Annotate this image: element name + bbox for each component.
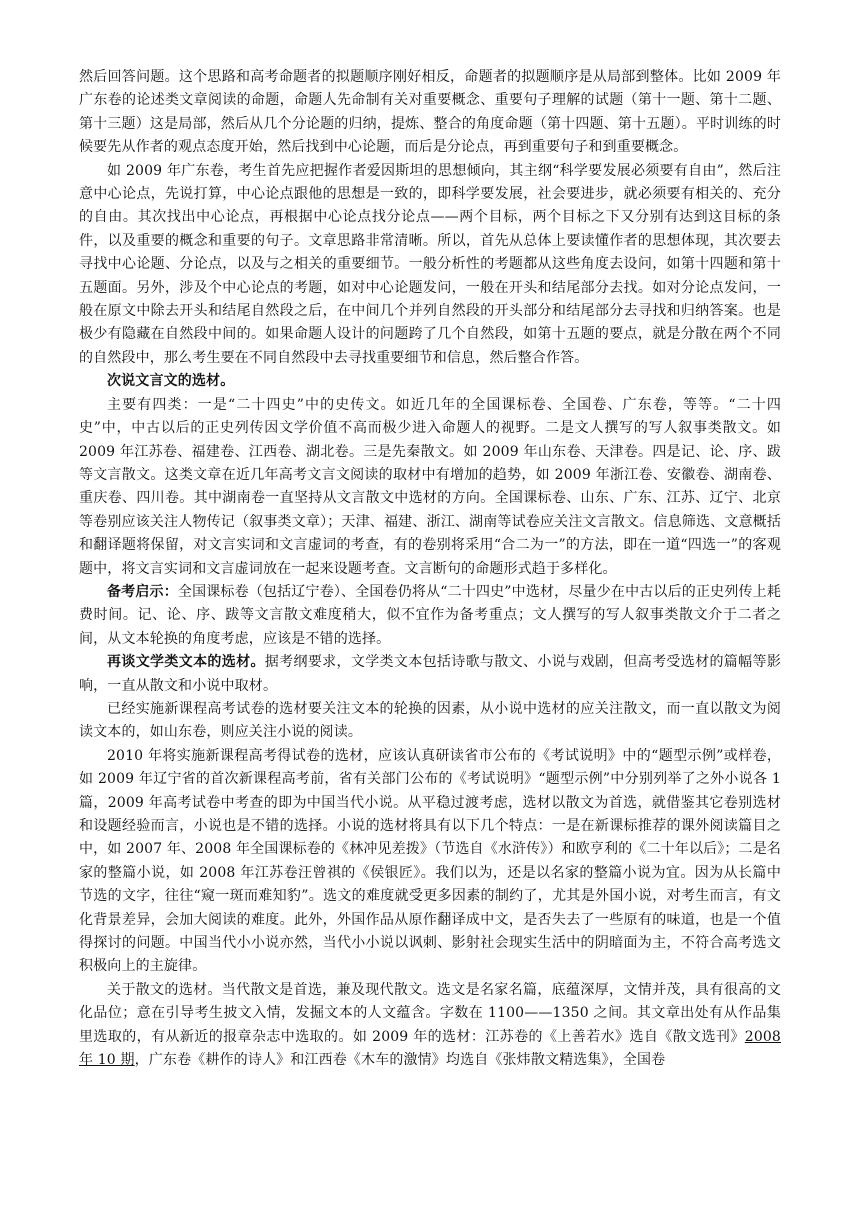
heading-classical-chinese (79, 370, 781, 393)
document-body (79, 66, 781, 1072)
paragraph-four-categories: 主要有四类：一是“二十四史”中的史传文。如近几年的全国课标卷、全国卷、广东卷，等等。“二十四史”中，中古以后的正史列传因文学价值不高而极少进入命题人的视野。二是文人撰写的写人叙事类散文。如 2009 年江苏卷、福建卷、江西卷、湖北卷。三是先秦散文。如 2009 年山东卷、天津卷。四是记、论、序、跋等文言散文。这类文章在近几年高考文言文阅读的取材中有增加的趋势，如 2009 年浙江卷、安徽卷、湖南卷、重庆卷、四川卷。其中湖南卷一直坚持从文言散文中选材的方向。全国课标卷、山东、广东、江苏、辽宁、北京等卷别应该关注人物传记（叙事类文章）；天津、福建、浙江、湖南等试卷应关注文言散文。信息筛选、文意概括和翻译题将保留，对文言实词和文言虚词的考查，有的卷别将采用“合二为一”的方法，即在一道“四选一”的客观题中，将文言实词和文言虚词放在一起来设题考查。文言断句的命题形式趋于多样化。 (79, 396, 781, 577)
paragraph-2010-new-curriculum: 2010 年将实施新课程高考得试卷的选材，应该认真研读省市公布的《考试说明》中的“题型示例”或样卷，如 2009 年辽宁省的首次新课程高考前，省有关部门公布的《考试说明》“题型示例”中分别列举了之外小说各 1 篇，2009 年高考试卷中考查的即为中国当代小说。从平稳过渡考虑，选材以散文为首选，就借鉴其它卷别选材和设题经验而言，小说也是不错的选择。小说的选材将具有以下几个特点：一是在新课标推荐的课外阅读篇目之中，如 2007 年、2008 年全国课标卷的《林冲见差拨》（节选自《水浒传》）和欧亨利的《二十年以后》；二是名家的整篇小说，如 2008 年江苏卷汪曾祺的《侯银匠》。我们以为，还是以名家的整篇小说为宜。因为从长篇中节选的文字，往往“窥一斑而难知豹”。选文的难度就受更多因素的制约了，尤其是外国小说，对考生而言，有文化背景差异，会加大阅读的难度。此外，外国作品从原作翻译成中文，是否失去了一些原有的味道，也是一个值得探讨的问题。中国当代小小说亦然，当代小小说以讽刺、影射社会现实生活中的阴暗面为主，不符合高考选文积极向上的主旋律。 (79, 747, 782, 975)
literary-texts-lead: 再谈文学类文本的选材。 (107, 654, 265, 671)
exam-tips-text: 全国课标卷（包括辽宁卷）、全国卷仍将从“二十四史”中选材，尽量少在中古以后的正史列传上耗费时间。记、论、序、跋等文言散文难度稍大，似不宜作为备考重点；文人撰写的写人叙事类散文介于二者之间，从文本轮换的角度考虑，应该是不错的选择。 (79, 583, 781, 647)
heading-text: 次说文言文的选材。 (107, 373, 235, 390)
paragraph-guangdong-2009: 如 2009 年广东卷，考生首先应把握作者爱因斯坦的思想倾向，其主纲“科学要发展必须要有自由”，然后注意中心论点，先说打算，中心论点跟他的思想是一致的，即科学要发展，社会要进步，就必须要有相关的、充分的自由。其次找出中心论点，再根据中心论点找分论点——两个目标，两个目标之下又分别有达到这目标的条件，以及重要的概念和重要的句子。文章思路非常清晰。所以，首先从总体上要读懂作者的思想体现，其次要去寻找中心论题、分论点，以及与之相关的重要细节。一般分析性的考题都从这些角度去设问，如第十四题和第十五题面。另外，涉及个中心论点的考题，如对中心论题发问，一般在开头和结尾部分去找。如对分论点发问，一般在原文中除去开头和结尾自然段之后，在中间几个并列自然段的开头部分和结尾部分去寻找和归纳答案。也是极少有隐藏在自然段中间的。如果命题人设计的问题跨了几个自然段，如第十五题的要点，就是分散在两个不同的自然段中，那么考生要在不同自然段中去寻找重要细节和信息，然后整合作答。 (79, 162, 781, 366)
underlined-date: 2008 年 10 期 (79, 1028, 781, 1069)
prose-text-a: 关于散文的选材。当代散文是首选，兼及现代散文。选文是名家名篇，底蕴深厚，文情并茂，具有很高的文化品位；意在引导考生披文入情，发掘文本的人文蕴含。字数在 1100——1350 之间。其文章出处有从作品集里选取的，有从新近的报章杂志中选取的。如 2009 年的选材：江苏卷的《上善若水》选自《散文选刊》 (79, 981, 781, 1045)
literary-texts-text: 据考纲要求，文学类文本包括诗歌与散文、小说与戏剧，但高考受选材的篇幅等影响，一直从散文和小说中取材。 (79, 654, 781, 694)
exam-tips-lead: 备考启示： (107, 583, 178, 600)
paragraph-rotation: 已经实施新课程高考试卷的选材要关注文本的轮换的因素，从小说中选材的应关注散文，而一直以散文为阅读文本的，如山东卷，则应关注小说的阅读。 (79, 700, 781, 741)
paragraph-continuation: 然后回答问题。这个思路和高考命题者的拟题顺序刚好相反，命题者的拟题顺序是从局部到整体。比如 2009 年广东卷的论述类文章阅读的命题，命题人先命制有关对重要概念、重要句子理解的试题（第十一题、第十二题、第十三题）这是局部，然后从几个分论题的归纳，提炼、整合的角度命题（第十四题、第十五题）。平时训练的时候要先从作者的观点态度开始，然后找到中心论题，而后是分论点，再到重要句子和到重要概念。 (79, 69, 781, 156)
paragraph-prose-selection (79, 979, 781, 1073)
prose-text-b: ，广东卷《耕作的诗人》和江西卷《木车的激情》均选自《张炜散文精选集》，全国卷 (134, 1052, 666, 1069)
paragraph-exam-tips (79, 581, 781, 651)
paragraph-literary-texts (79, 651, 781, 698)
